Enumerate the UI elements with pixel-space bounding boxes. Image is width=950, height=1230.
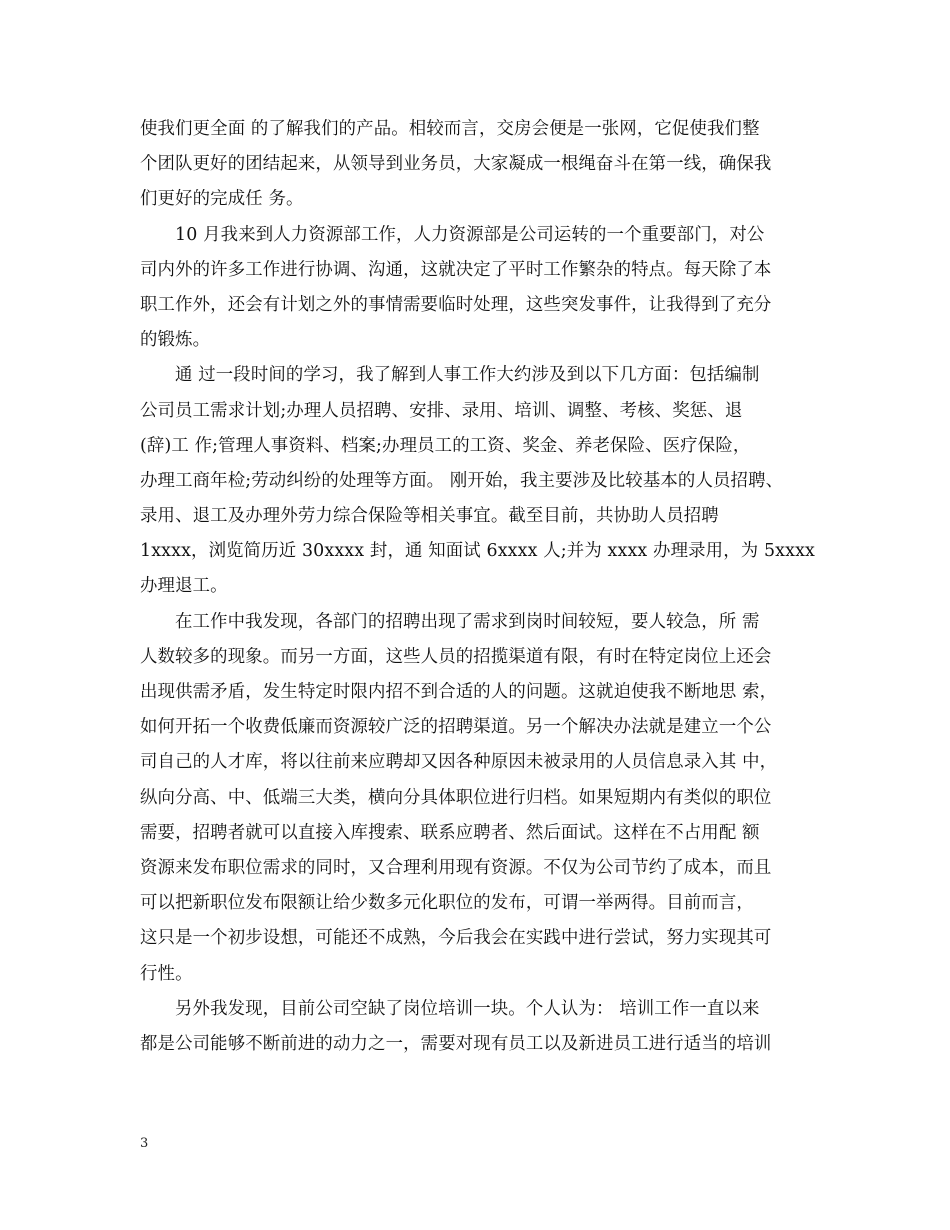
text-line: 人数较多的现象。而另一方面，这些人员的招揽渠道有限，有时在特定岗位上还会	[140, 646, 772, 667]
text-line: 另外我发现，目前公司空缺了岗位培训一块。个人认为： 培训工作一直以来	[175, 998, 760, 1019]
document-body	[140, 112, 820, 1062]
text-line: 个团队更好的团结起来，从领导到业务员，大家凝成一根绳奋斗在第一线，确保我	[140, 154, 772, 175]
text-line: 纵向分高、中、低端三大类，横向分具体职位进行归档。如果短期内有类似的职位	[140, 787, 772, 808]
text-line: 出现供需矛盾，发生特定时限内招不到合适的人的问题。这就迫使我不断地思 索，	[140, 682, 778, 702]
text-line: 司内外的许多工作进行协调、沟通，这就决定了平时工作繁杂的特点。每天除了本	[140, 259, 772, 280]
text-line: 使我们更全面 的了解我们的产品。相较而言，交房会便是一张网，它促使我们整	[140, 119, 760, 139]
text-line: 办理退工。	[140, 576, 228, 597]
text-line: 需要，招聘者就可以直接入库搜索、联系应聘者、然后面试。这样在不占用配 额	[140, 822, 760, 843]
page-number: 3	[140, 1136, 149, 1151]
text-line: 如何开拓一个收费低廉而资源较广泛的招聘渠道。另一个解决办法就是建立一个公	[140, 717, 772, 738]
text-line: 这只是一个初步设想，可能还不成熟，今后我会在实践中进行尝试，努力实现其可	[140, 928, 772, 949]
text-line: 公司员工需求计划;办理人员招聘、安排、录用、培训、调整、考核、奖惩、退	[140, 400, 743, 421]
text-line: 1xxxx，浏览简历近 30xxxx 封，通 知面试 6xxxx 人;并为 xxxx 办理录用，为 5xxxx	[140, 541, 816, 562]
text-line: 可以把新职位发布限额让给少数多元化职位的发布，可谓一举两得。目前而言，	[140, 893, 754, 914]
text-line: (辞)工 作;管理人事资料、档案;办理员工的工资、奖金、养老保险、医疗保险，	[140, 435, 751, 456]
text-line: 10 月我来到人力资源部工作，人力资源部是公司运转的一个重要部门，对公	[175, 224, 765, 245]
text-line: 资源来发布职位需求的同时，又合理利用现有资源。不仅为公司节约了成本，而且	[140, 857, 772, 878]
text-line: 的锻炼。	[140, 330, 211, 351]
text-line: 们更好的完成任 务。	[140, 189, 304, 210]
text-line: 在工作中我发现，各部门的招聘出现了需求到岗时间较短，要人较急，所 需	[175, 611, 760, 632]
text-line: 录用、退工及办理外劳力综合保险等相关事宜。截至目前，共协助人员招聘	[140, 506, 719, 527]
text-line: 司自己的人才库，将以往前来应聘却又因各种原因未被录用的人员信息录入其 中，	[140, 752, 778, 773]
text-line: 职工作外，还会有计划之外的事情需要临时处理，这些突发事件，让我得到了充分	[140, 294, 772, 315]
text-line: 通 过一段时间的学习，我了解到人事工作大约涉及到以下几方面：包括编制	[175, 365, 760, 386]
text-line: 办理工商年检;劳动纠纷的处理等方面。 刚开始，我主要涉及比较基本的人员招聘、	[140, 470, 784, 491]
text-line: 都是公司能够不断前进的动力之一，需要对现有员工以及新进员工进行适当的培训	[140, 1033, 772, 1054]
text-line: 行性。	[140, 963, 193, 984]
